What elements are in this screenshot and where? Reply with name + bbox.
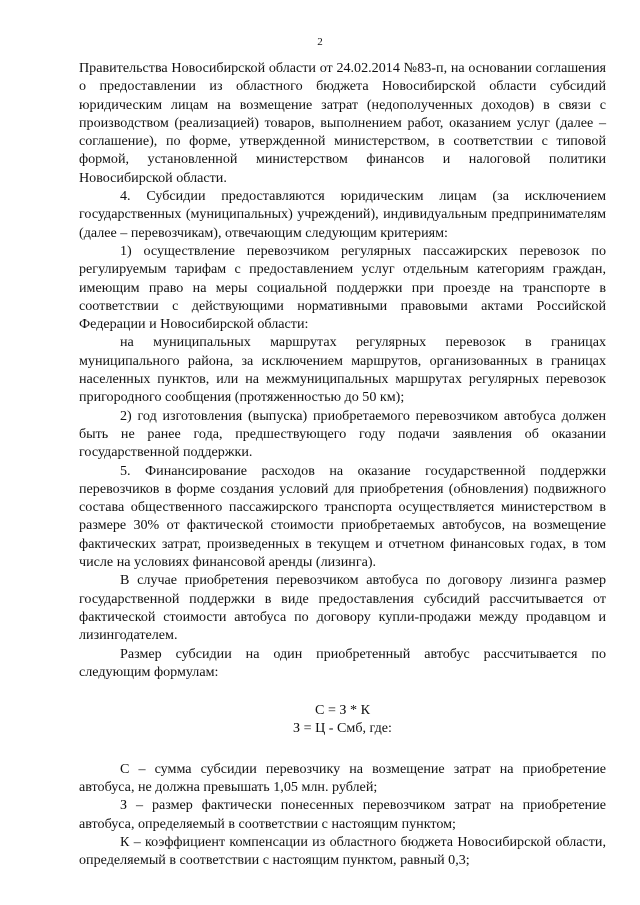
paragraph-item-4: 4. Субсидии предоставляются юридическим лицам (за исключением государственных (муниципальных) учреждений), индивидуальным предпринимателям (далее – перевозчикам), отвечающим следующим критериям: bbox=[79, 188, 606, 241]
definition-k: К – коэффициент компенсации из областного бюджета Новосибирской области, определяемый в соответствии с настоящим пунктом, равный 0,3; bbox=[79, 833, 606, 869]
paragraph-leasing: В случае приобретения перевозчиком автобуса по договору лизинга размер государственной поддержки в виде предоставления субсидий рассчитывается от фактической стоимости автобуса по договору купли-продажи между продавцом и лизингодателем. bbox=[79, 572, 606, 644]
formula-costs: З = Ц - Смб, где: bbox=[293, 720, 392, 737]
definition-c: С – сумма субсидии перевозчику на возмещение затрат на приобретение автобуса, не должна превышать 1,05 млн. рублей; bbox=[79, 760, 606, 795]
document-body bbox=[79, 59, 606, 869]
formula-subsidy: С = З * К bbox=[315, 702, 370, 719]
paragraph-item-5: 5. Финансирование расходов на оказание государственной поддержки перевозчиков в форме создания условий для приобретения (обновления) подвижного состава общественного пассажирского транспорта осуществляется министерством в размере 30% от фактической стоимости приобретаемых автобусов, на возмещение фактических затрат, произведенных в текущем и отчетном финансовых годах, в том числе на условиях финансовой аренды (лизинга). bbox=[79, 462, 606, 571]
paragraph-routes: на муниципальных маршрутах регулярных перевозок в границах муниципального района, за исключением маршрутов, организованных в границах населенных пунктов, или на межмуниципальных маршрутах регулярных перевозок пригородного сообщения (протяженностью до 50 км); bbox=[79, 334, 606, 406]
definition-z: З – размер фактически понесенных перевозчиком затрат на приобретение автобуса, определяемый в соответствии с настоящим пунктом; bbox=[79, 797, 606, 832]
paragraph-criterion-1: 1) осуществление перевозчиком регулярных пассажирских перевозок по регулируемым тарифам с предоставлением услуг отдельным категориям граждан, имеющим право на меры социальной поддержки при проезде на транспорте в соответствии с действующими нормативными правовыми актами Российской Федерации и Новосибирской области: bbox=[79, 242, 606, 333]
paragraph-formula-intro: Размер субсидии на один приобретенный автобус рассчитывается по следующим формулам: bbox=[79, 645, 606, 680]
paragraph-continuation: Правительства Новосибирской области от 24.02.2014 №83-п, на основании соглашения о предоставлении из областного бюджета Новосибирской области субсидий юридическим лицам на возмещение затрат (недополученных доходов) в связи с производством (реализацией) товаров, выполнением работ, оказанием услуг (далее – соглашение), по форме, утвержденной министерством, в соответствии с типовой формой, установленной министерством финансов и налоговой политики Новосибирской области. bbox=[79, 60, 606, 186]
paragraph-criterion-2: 2) год изготовления (выпуска) приобретаемого перевозчиком автобуса должен быть не ранее года, предшествующего году подачи заявления об оказании государственной поддержки. bbox=[79, 407, 606, 461]
page-number: 2 bbox=[317, 36, 323, 48]
